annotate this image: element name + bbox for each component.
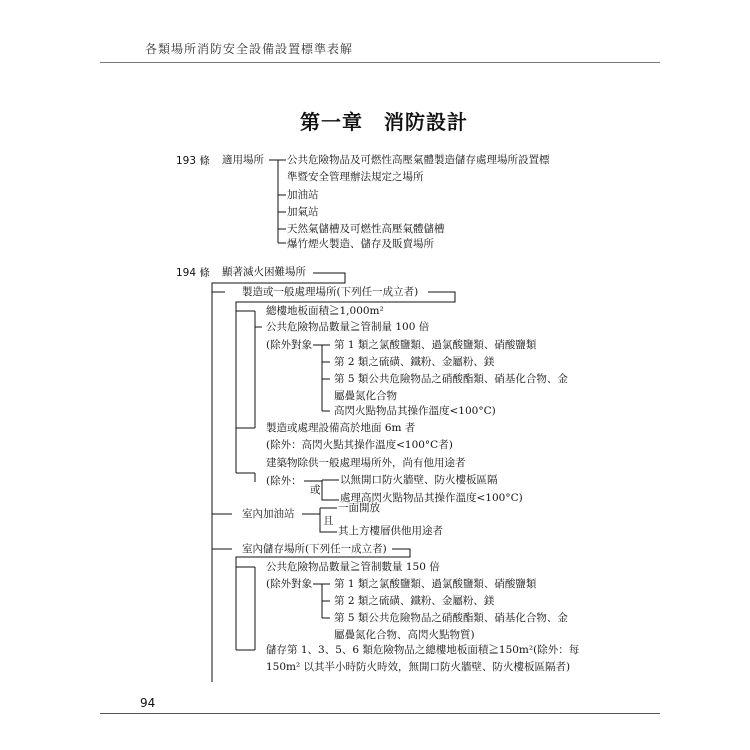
processing-exclusion-label: (除外對象 (266, 339, 313, 351)
storage-label: 室內儲存場所(下列任一成立者) (242, 543, 387, 555)
footer-rule (100, 713, 660, 714)
building-exclusion-item: 處理高閃火點物品其操作溫度<100°C) (340, 492, 523, 504)
processing-exclusion-item: 第 5 類公共危險物品之硝酸酯類、硝基化合物、金 (334, 373, 568, 385)
storage-quantity: 公共危險物品數量≧管制數量 150 倍 (266, 561, 440, 573)
processing-height: 製造或處理設備高於地面 6m 者 (266, 422, 416, 434)
processing-floor-area: 總樓地板面積≧1,000m² (266, 305, 384, 317)
chapter-title: 第一章 消防設計 (300, 110, 468, 134)
storage-area-line: 儲存第 1、3、5、6 類危險物品之總樓地板面積≧150m²(除外：每 (266, 644, 580, 656)
processing-label: 製造或一般處理場所(下列任一成立者) (242, 286, 419, 298)
storage-exclusion-item: 屬疊氮化合物、高閃火點物質) (334, 629, 475, 641)
article-193-item: 天然氣儲槽及可燃性高壓氣體儲槽 (287, 223, 445, 235)
storage-exclusion-item: 第 1 類之氯酸鹽類、過氯酸鹽類、硝酸鹽類 (334, 578, 537, 590)
building-exclusion-item: 以無開口防火牆壁、防火樓板區隔 (340, 474, 498, 486)
processing-exclusion-item: 屬疊氮化合物 (334, 390, 397, 402)
article-193-number: 193 條 (176, 155, 210, 167)
gas-station-label: 室內加油站 (242, 508, 295, 520)
processing-exclusion-item: 第 2 類之硫磺、鐵粉、金屬粉、鎂 (334, 356, 495, 368)
book-title: 各類場所消防安全設備設置標準表解 (145, 42, 354, 56)
page-number: 94 (140, 696, 156, 710)
storage-exclusion-item: 第 2 類之硫磺、鐵粉、金屬粉、鎂 (334, 595, 495, 607)
storage-exclusion-label: (除外對象 (266, 578, 313, 590)
processing-height-exclusion: (除外：高閃火點其操作溫度<100°C者) (266, 439, 453, 451)
article-193-label: 適用場所 (222, 154, 264, 166)
storage-exclusion-item: 第 5 類公共危險物品之硝酸酯類、硝基化合物、金 (334, 612, 568, 624)
processing-quantity: 公共危險物品數量≧管制量 100 倍 (266, 321, 430, 333)
article-193-item: 加氣站 (287, 206, 319, 218)
article-194-label: 顯著滅火困難場所 (222, 266, 306, 278)
storage-area-line: 150m² 以其半小時防火時效，無開口防火牆壁、防火樓板區隔者) (266, 661, 571, 673)
processing-exclusion-item: 高閃火點物品其操作溫度<100°C) (334, 405, 496, 417)
processing-exclusion-item: 第 1 類之氯酸鹽類、過氯酸鹽類、硝酸鹽類 (334, 339, 537, 351)
gas-station-condition: 其上方樓層供他用途者 (338, 525, 443, 537)
article-193-item: 準暨安全管理辦法規定之場所 (287, 171, 424, 183)
article-193-item: 加油站 (287, 189, 319, 201)
or-connector-label: 或 (310, 484, 321, 496)
article-193-item: 公共危險物品及可燃性高壓氣體製造儲存處理場所設置標 (287, 154, 550, 166)
processing-building: 建築物除供一般處理場所外，尚有他用途者 (266, 457, 466, 469)
article-193-item: 爆竹煙火製造、儲存及販賣場所 (287, 238, 434, 250)
processing-building-exclusion-label: (除外： (266, 475, 302, 487)
article-194-number: 194 條 (176, 267, 210, 279)
and-connector-label: 且 (323, 515, 334, 527)
gas-station-condition: 一面開放 (338, 502, 380, 514)
